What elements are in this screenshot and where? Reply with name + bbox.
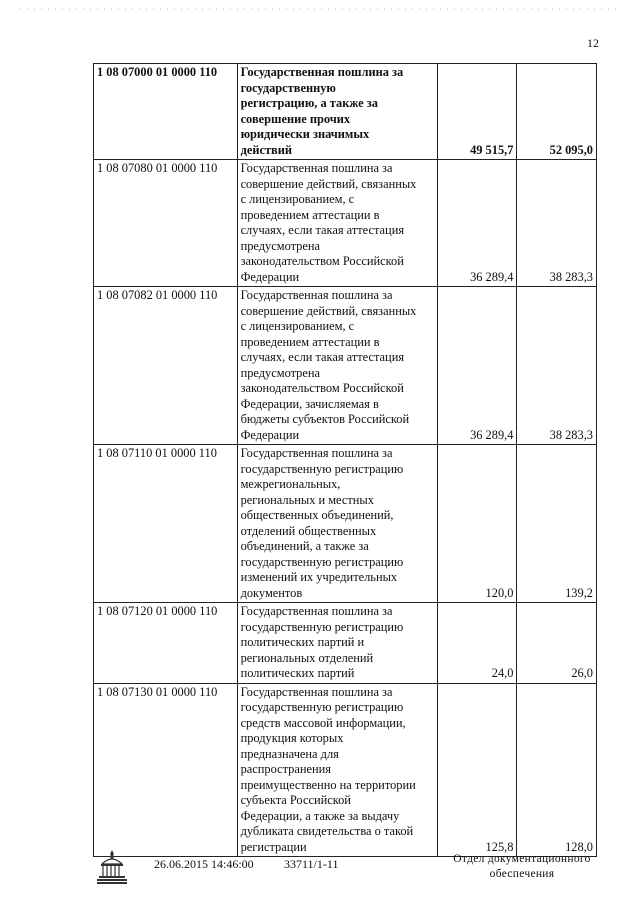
footer-datetime: 26.06.2015 14:46:00 [154, 857, 254, 871]
revenue-name-line: региональных отделений [240, 650, 374, 665]
revenue-name-line: Государственная пошлина за [240, 684, 393, 699]
revenue-code-cell: 1 08 07130 01 0000 110 [94, 683, 238, 857]
revenue-name-cell [237, 683, 437, 857]
revenue-name-line: субъекта Российской [240, 793, 351, 807]
footer-document-id: 33711/1-11 [284, 857, 339, 871]
table-row [94, 64, 597, 160]
revenue-name-line: проведением аттестации в [240, 334, 380, 349]
revenue-name-line: Федерации, зачисляемая в [240, 396, 379, 411]
revenue-name-line: государственную регистрацию [240, 461, 404, 476]
revenue-code-cell: 1 08 07082 01 0000 110 [94, 287, 238, 445]
revenue-name-line: проведением аттестации в [240, 207, 380, 222]
revenue-name-line: юридически значимых [240, 127, 370, 141]
revenue-name-cell [237, 64, 437, 160]
revenue-name-line: документов [240, 585, 303, 600]
parliament-building-emblem-icon [96, 848, 128, 891]
amount-cell-1: 36 289,4 [437, 160, 517, 287]
revenue-name-line: предназначена для [240, 746, 339, 761]
revenue-name-line: отделений общественных [240, 523, 377, 538]
table-row [94, 445, 597, 603]
amount-cell-1: 125,8 [437, 683, 517, 857]
amount-cell-1: 36 289,4 [437, 287, 517, 445]
footer-department-line-2: обеспечения [489, 868, 555, 880]
revenue-name-line: действий [240, 142, 293, 157]
revenue-name-line: совершение действий, связанных [240, 176, 417, 191]
revenue-name-line: объединений, а также за [240, 539, 369, 553]
revenue-name-line: совершение действий, связанных [240, 303, 417, 318]
revenue-name-line: Государственная пошлина за [240, 446, 393, 460]
revenue-name-line: бюджеты субъектов Российской [240, 412, 410, 426]
table-row [94, 287, 597, 445]
revenue-code-cell: 1 08 07120 01 0000 110 [94, 603, 238, 684]
scan-top-edge [0, 0, 640, 6]
revenue-name-line: законодательством Российской [240, 254, 404, 268]
revenue-code-cell: 1 08 07000 01 0000 110 [94, 64, 238, 160]
revenue-name-line: государственную регистрацию [240, 619, 404, 634]
footer-department-stamp [447, 852, 597, 882]
revenue-name-line: политических партий [240, 666, 355, 680]
revenue-name-line: Государственная пошлина за [240, 288, 393, 302]
amount-cell-2: 26,0 [517, 603, 597, 684]
revenue-name-line: с лицензированием, с [240, 192, 355, 206]
revenue-name-cell [237, 287, 437, 445]
amount-cell-2: 139,2 [517, 445, 597, 603]
revenue-name-line: Государственная пошлина за [240, 65, 404, 79]
revenue-name-line: совершение прочих [240, 111, 351, 126]
revenue-name-line: Федерации [240, 269, 300, 284]
revenue-name-line: изменений их учредительных [240, 570, 398, 584]
footer-department-line-1: Отдел документационного [453, 853, 591, 865]
revenue-name-line: предусмотрена [240, 365, 320, 380]
revenue-name-line: регистрации [240, 839, 307, 854]
amount-cell-2: 38 283,3 [517, 287, 597, 445]
revenue-name-line: Федерации, а также за выдачу [240, 808, 400, 823]
amount-cell-2: 128,0 [517, 683, 597, 857]
amount-cell-1: 24,0 [437, 603, 517, 684]
revenue-name-line: распространения [240, 762, 331, 776]
revenue-name-line: государственную регистрацию [240, 700, 404, 714]
amount-cell-2: 52 095,0 [517, 64, 597, 160]
revenue-name-line: случаях, если такая аттестация [240, 350, 405, 364]
revenue-name-cell [237, 603, 437, 684]
revenue-name-line: Государственная пошлина за [240, 161, 393, 175]
revenue-code-cell: 1 08 07080 01 0000 110 [94, 160, 238, 287]
revenue-table [93, 63, 597, 857]
revenue-name-line: случаях, если такая аттестация [240, 223, 405, 237]
revenue-name-cell [237, 160, 437, 287]
revenue-name-cell [237, 445, 437, 603]
revenue-name-line: дубликата свидетельства о такой [240, 824, 414, 838]
amount-cell-2: 38 283,3 [517, 160, 597, 287]
revenue-name-line: государственную [240, 80, 336, 95]
revenue-name-line: Федерации [240, 427, 300, 442]
revenue-name-line: политических партий и [240, 635, 365, 649]
revenue-name-line: предусмотрена [240, 238, 320, 253]
revenue-name-line: продукция которых [240, 731, 344, 745]
page-number: 12 [587, 36, 599, 50]
revenue-name-line: общественных объединений, [240, 508, 394, 522]
amount-cell-1: 49 515,7 [437, 64, 517, 160]
revenue-name-line: региональных и местных [240, 492, 374, 507]
revenue-name-line: регистрацию, а также за [240, 96, 378, 110]
table-row [94, 603, 597, 684]
revenue-name-line: государственную регистрацию [240, 554, 404, 569]
revenue-name-line: средств массовой информации, [240, 715, 406, 730]
revenue-name-line: Государственная пошлина за [240, 604, 393, 618]
revenue-name-line: преимущественно на территории [240, 777, 416, 792]
revenue-code-cell: 1 08 07110 01 0000 110 [94, 445, 238, 603]
revenue-name-line: законодательством Российской [240, 381, 404, 395]
table-row [94, 160, 597, 287]
revenue-name-line: межрегиональных, [240, 477, 341, 491]
amount-cell-1: 120,0 [437, 445, 517, 603]
table-row [94, 683, 597, 857]
revenue-name-line: с лицензированием, с [240, 319, 355, 333]
